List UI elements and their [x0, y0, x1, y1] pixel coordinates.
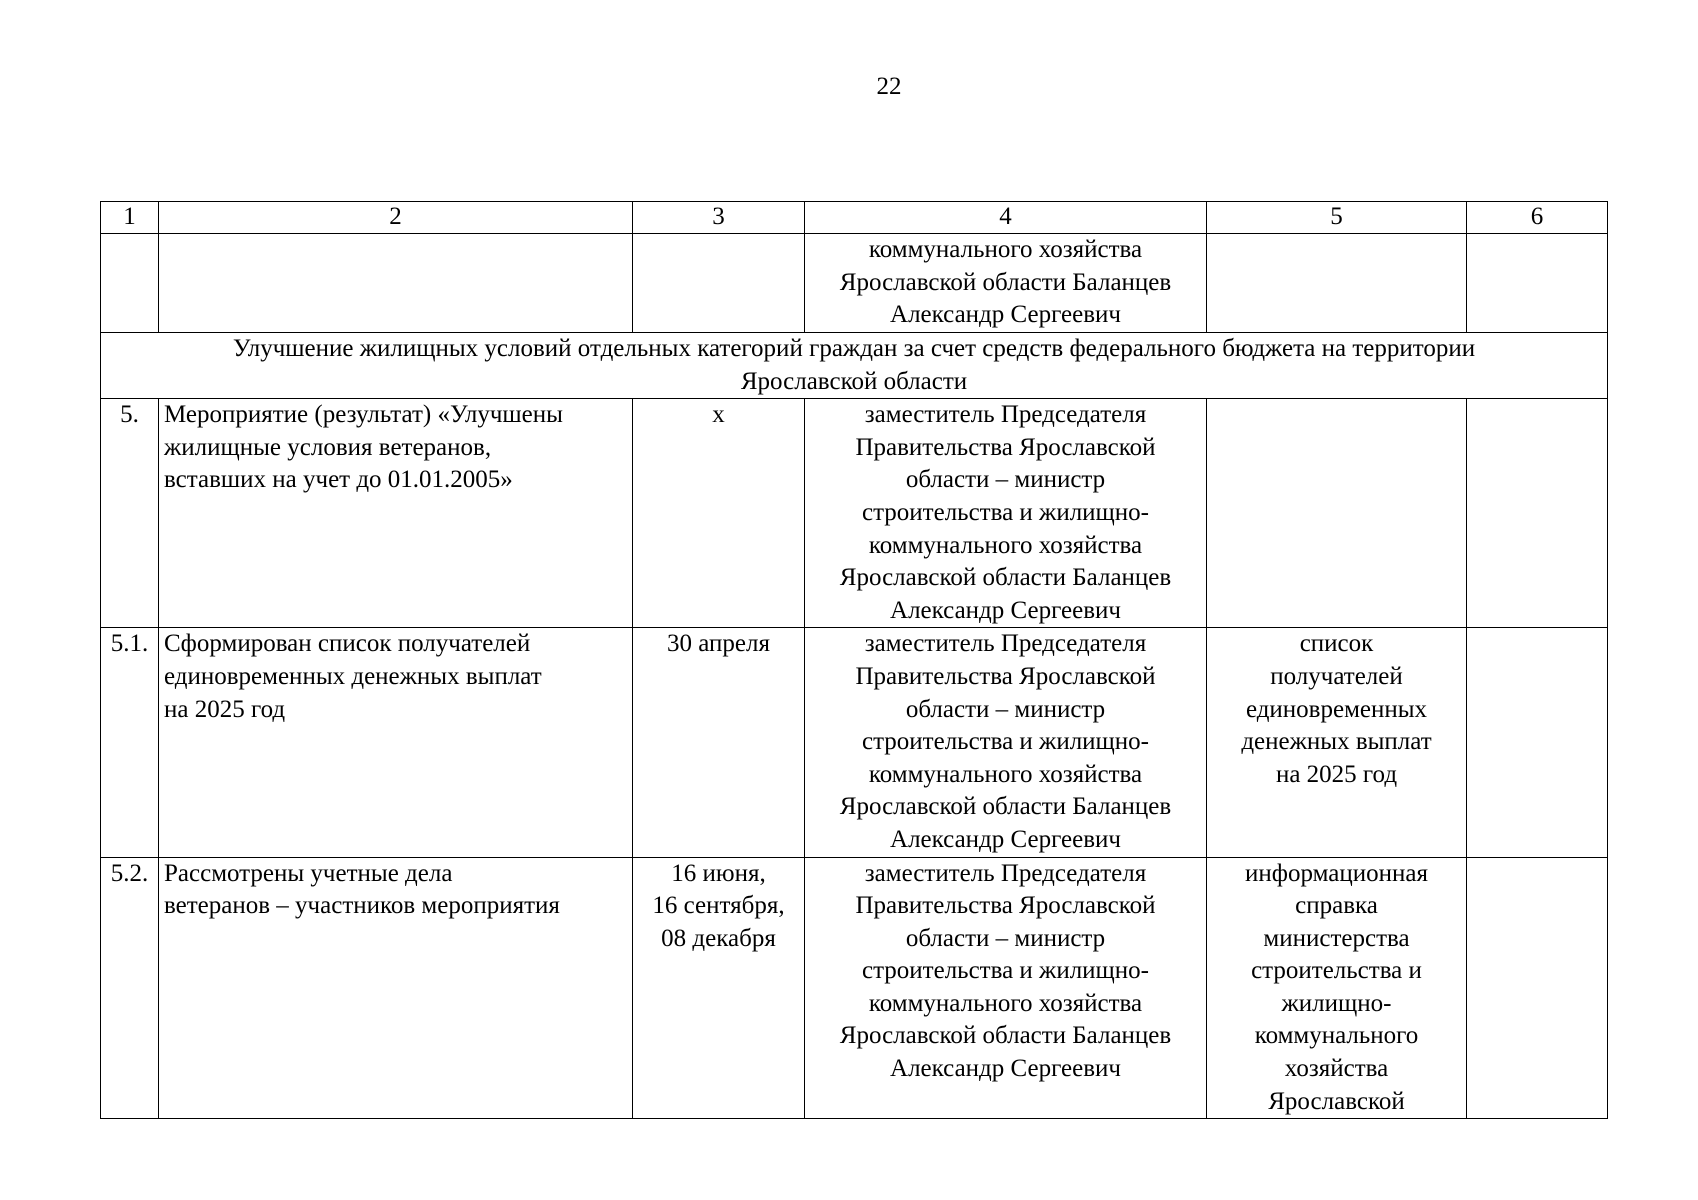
- page-number: 22: [876, 73, 902, 100]
- row-document: информационная справка министерства строительства и жилищно- коммунального хозяйства Ярославской: [1207, 857, 1467, 1119]
- table-row: [101, 399, 1608, 628]
- continuation-col6-cell: [1467, 234, 1608, 333]
- column-header-2: 2: [159, 202, 633, 234]
- column-header-1: 1: [101, 202, 159, 234]
- continuation-term-cell: [633, 234, 805, 333]
- row-document: [1207, 399, 1467, 628]
- row-responsible: заместитель Председателя Правительства Ярославской области – министр строительства и жилищно- коммунального хозяйства Ярославской области Баланцев Александр Сергеевич: [805, 857, 1207, 1119]
- row-term: х: [633, 399, 805, 628]
- continuation-row: [101, 234, 1608, 333]
- row-number: 5.2.: [101, 857, 159, 1119]
- row-responsible: заместитель Председателя Правительства Ярославской области – министр строительства и жилищно- коммунального хозяйства Ярославской области Баланцев Александр Сергеевич: [805, 628, 1207, 857]
- section-heading-row: [101, 333, 1608, 399]
- continuation-name-cell: [159, 234, 633, 333]
- row-number: 5.: [101, 399, 159, 628]
- row-name: Рассмотрены учетные дела ветеранов – участников мероприятия: [159, 857, 633, 1119]
- row-col6: [1467, 399, 1608, 628]
- row-name: Мероприятие (результат) «Улучшены жилищные условия ветеранов, вставших на учет до 01.01.2005»: [159, 399, 633, 628]
- column-header-6: 6: [1467, 202, 1608, 234]
- row-col6: [1467, 857, 1608, 1119]
- continuation-document-cell: [1207, 234, 1467, 333]
- column-header-4: 4: [805, 202, 1207, 234]
- row-col6: [1467, 628, 1608, 857]
- section-heading: Улучшение жилищных условий отдельных категорий граждан за счет средств федерального бюджета на территории Ярославской области: [101, 333, 1608, 399]
- continuation-responsible-cell: коммунального хозяйства Ярославской области Баланцев Александр Сергеевич: [805, 234, 1207, 333]
- row-number: 5.1.: [101, 628, 159, 857]
- continuation-number-cell: [101, 234, 159, 333]
- activity-plan-table: [100, 201, 1608, 1119]
- column-header-3: 3: [633, 202, 805, 234]
- table-row: [101, 857, 1608, 1119]
- column-number-header-row: [101, 202, 1608, 234]
- column-header-5: 5: [1207, 202, 1467, 234]
- row-term: 30 апреля: [633, 628, 805, 857]
- table-row: [101, 628, 1608, 857]
- row-responsible: заместитель Председателя Правительства Ярославской области – министр строительства и жилищно- коммунального хозяйства Ярославской области Баланцев Александр Сергеевич: [805, 399, 1207, 628]
- row-name: Сформирован список получателей единовременных денежных выплат на 2025 год: [159, 628, 633, 857]
- row-document: список получателей единовременных денежных выплат на 2025 год: [1207, 628, 1467, 857]
- row-term: 16 июня, 16 сентября, 08 декабря: [633, 857, 805, 1119]
